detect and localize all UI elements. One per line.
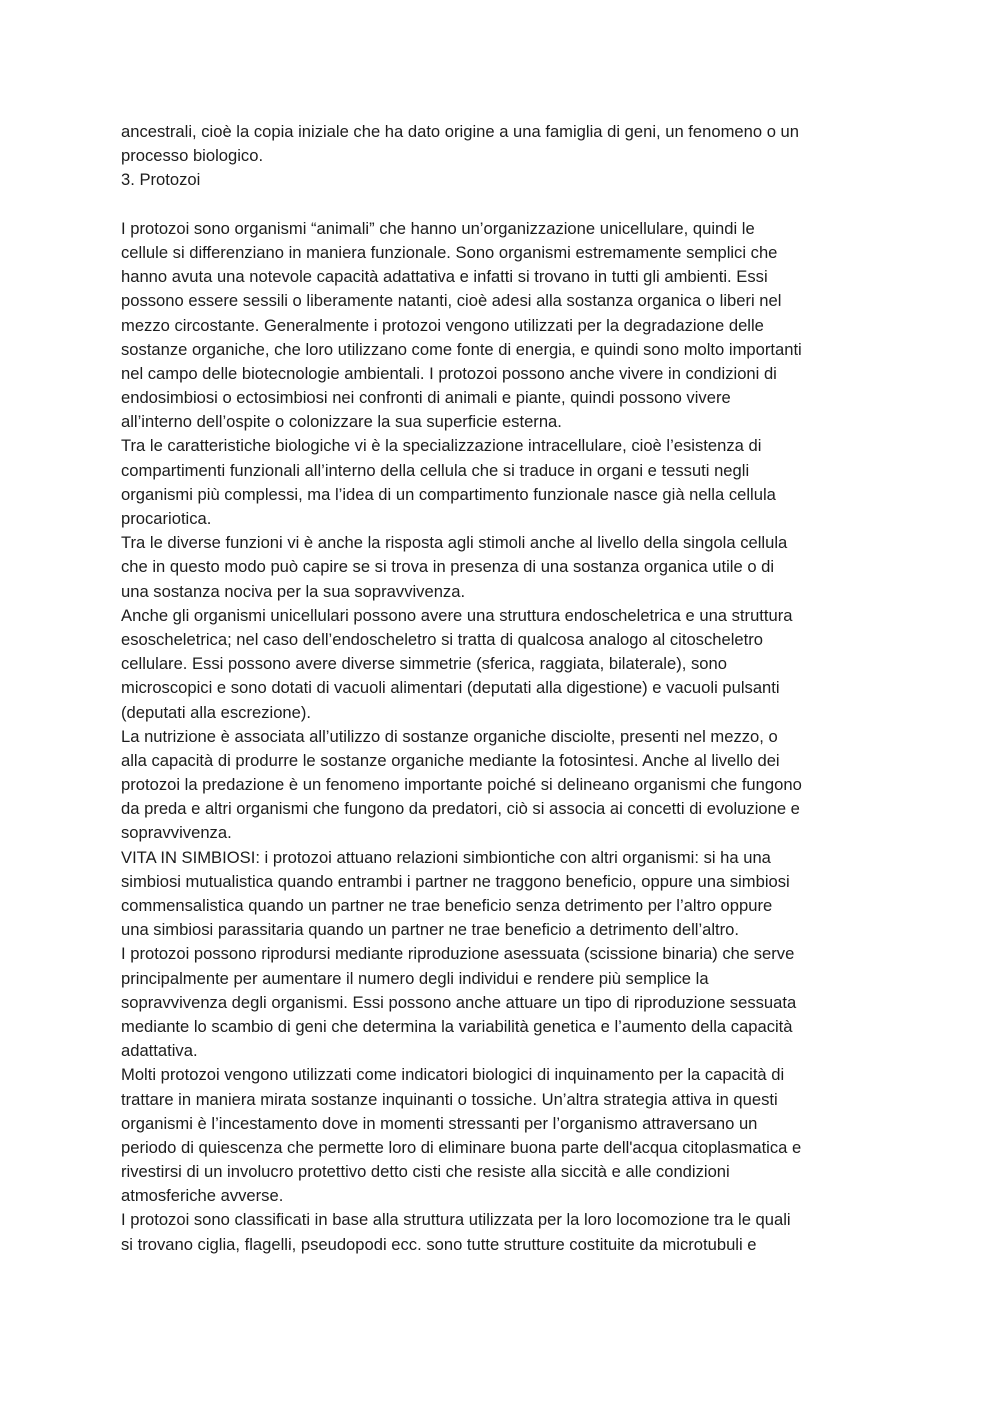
text-line: commensalistica quando un partner ne trae beneficio senza detrimento per l’altro oppure [121, 896, 773, 915]
text-line: organismi più complessi, ma l’idea di un compartimento funzionale nasce già nella cellula [121, 484, 776, 504]
text-line: trattare in maniera mirata sostanze inquinanti o tossiche. Un’altra strategia attiva in questi [121, 1089, 778, 1109]
text-line: cellulare. Essi possono avere diverse simmetrie (sferica, raggiata, bilaterale), sono [121, 654, 727, 674]
document-body-text [121, 120, 883, 1257]
text-line: VITA IN SIMBIOSI: i protozoi attuano relazioni simbiontiche con altri organismi: si ha una [121, 847, 771, 867]
text-line: La nutrizione è associata all’utilizzo di sostanze organiche disciolte, presenti nel mezzo, o [121, 726, 778, 746]
text-line: si trovano ciglia, flagelli, pseudopodi ecc. sono tutte strutture costituite da microtubuli e [121, 1234, 757, 1254]
text-line: possono essere sessili o liberamente natanti, cioè adesi alla sostanza organica o liberi nel [121, 291, 782, 311]
text-line: hanno avuta una notevole capacità adattativa e infatti si trovano in tutti gli ambienti. Essi [121, 267, 768, 287]
text-line: che in questo modo può capire se si trova in presenza di una sostanza organica utile o di [121, 557, 775, 577]
text-line: cellule si differenziano in maniera funzionale. Sono organismi estremamente semplici che [121, 242, 778, 262]
text-line: Tra le caratteristiche biologiche vi è la specializzazione intracellulare, cioè l’esistenza di [121, 436, 762, 456]
text-line: (deputati alla escrezione). [121, 702, 312, 722]
text-line: I protozoi sono organismi “animali” che hanno un’organizzazione unicellulare, quindi le [121, 218, 755, 238]
text-line: endosimbiosi o ectosimbiosi nei confronti di animali e piante, quindi possono vivere [121, 388, 731, 408]
text-line: sopravvivenza degli organismi. Essi possono anche attuare un tipo di riproduzione sessuata [121, 992, 797, 1012]
text-line: alla capacità di produrre le sostanze organiche mediante la fotosintesi. Anche al livello dei [121, 750, 780, 770]
text-line: esoscheletrica; nel caso dell’endoscheletro si tratta di qualcosa analogo al citoscheletro [121, 629, 764, 649]
text-line: mediante lo scambio di geni che determina la variabilità genetica e l’aumento della capacità [121, 1016, 793, 1036]
text-line: atmosferiche avverse. [121, 1186, 284, 1206]
text-line: una sostanza nociva per la sua sopravvivenza. [121, 581, 466, 601]
text-line: sostanze organiche, che loro utilizzano come fonte di energia, e quindi sono molto importanti [121, 339, 802, 359]
text-line: da preda e altri organismi che fungono da predatori, ciò si associa ai concetti di evoluzione e [121, 799, 800, 819]
text-line: periodo di quiescenza che permette loro di eliminare buona parte dell'acqua citoplasmatica e [121, 1137, 802, 1157]
text-line: compartimenti funzionali all’interno della cellula che si traduce in organi e tessuti negli [121, 460, 750, 480]
blank-line [121, 193, 883, 217]
text-line: I protozoi sono classificati in base alla struttura utilizzata per la loro locomozione tra le quali [121, 1210, 791, 1230]
text-line: processo biologico. [121, 146, 264, 166]
text-line: ancestrali, cioè la copia iniziale che ha dato origine a una famiglia di geni, un fenomeno o un [121, 122, 800, 141]
text-line: nel campo delle biotecnologie ambientali. I protozoi possono anche vivere in condizioni di [121, 363, 777, 383]
text-line: rivestirsi di un involucro protettivo detto cisti che resiste alla siccità e alle condizioni [121, 1162, 730, 1182]
text-line: Tra le diverse funzioni vi è anche la risposta agli stimoli anche al livello della singola cellula [121, 533, 788, 553]
text-line: sopravvivenza. [121, 823, 232, 843]
text-line: all’interno dell’ospite o colonizzare la sua superficie esterna. [121, 412, 562, 432]
text-line: principalmente per aumentare il numero degli individui e rendere più semplice la [121, 968, 709, 988]
text-line: Molti protozoi vengono utilizzati come indicatori biologici di inquinamento per la capacità di [121, 1065, 785, 1085]
text-line: adattativa. [121, 1041, 198, 1061]
text-line: mezzo circostante. Generalmente i protozoi vengono utilizzati per la degradazione delle [121, 315, 764, 335]
text-line: organismi è l’incestamento dove in momenti stressanti per l’organismo attraversano un [121, 1113, 758, 1133]
text-line: protozoi la predazione è un fenomeno importante poiché si delineano organismi che fungono [121, 775, 802, 795]
text-line: Anche gli organismi unicellulari possono avere una struttura endoscheletrica e una struttura [121, 605, 793, 625]
text-line: I protozoi possono riprodursi mediante riproduzione asessuata (scissione binaria) che serve [121, 944, 795, 964]
text-line: simbiosi mutualistica quando entrambi i partner ne traggono beneficio, oppure una simbiosi [121, 871, 790, 891]
text-line: 3. Protozoi [121, 170, 201, 190]
text-line: una simbiosi parassitaria quando un partner ne trae beneficio a detrimento dell’altro. [121, 920, 740, 940]
text-line: microscopici e sono dotati di vacuoli alimentari (deputati alla digestione) e vacuoli pulsanti [121, 678, 780, 698]
text-line: procariotica. [121, 509, 212, 528]
